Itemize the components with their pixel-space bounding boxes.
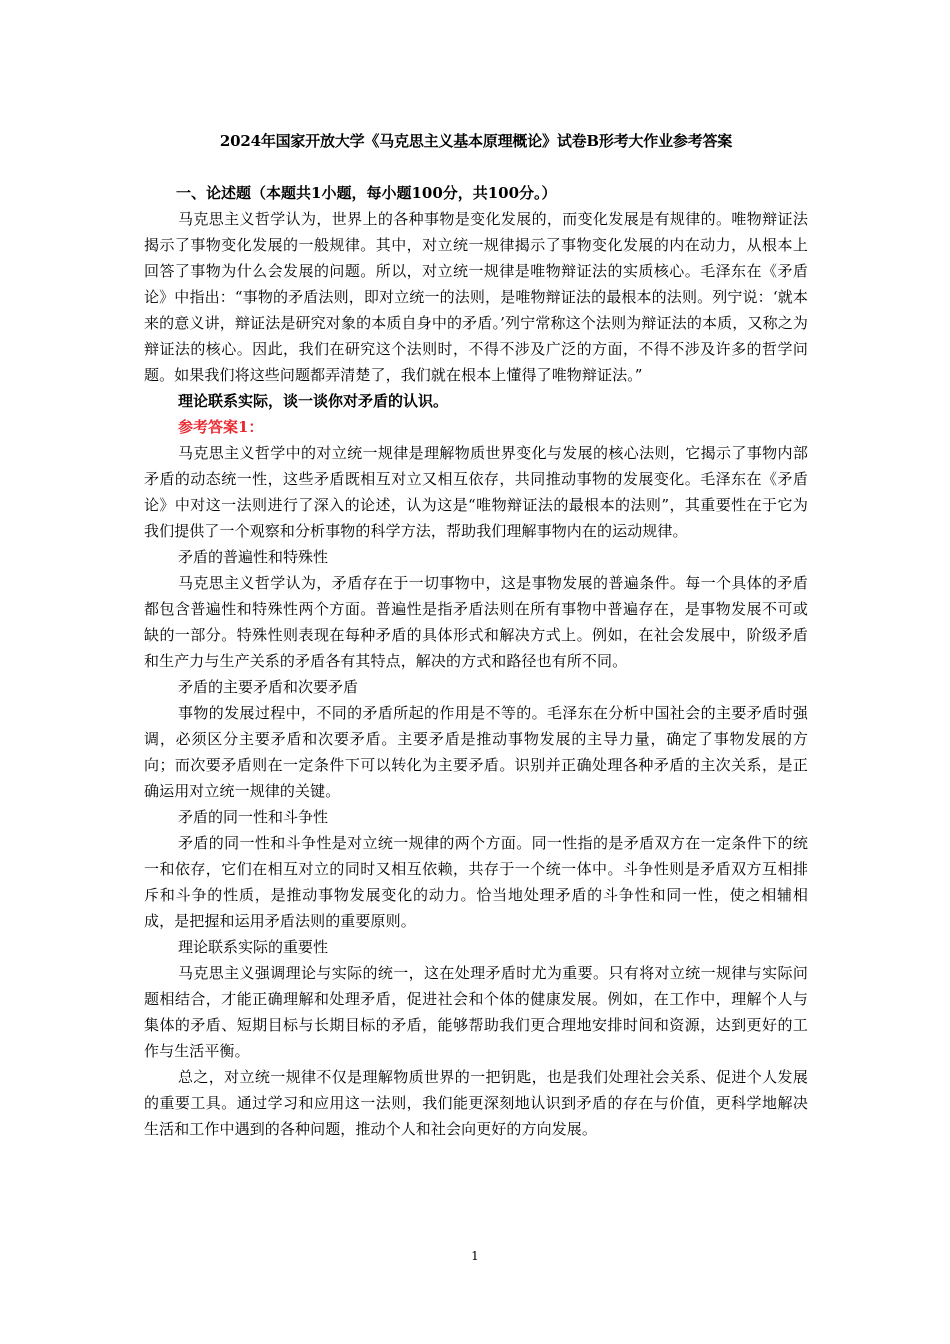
section-heading-universality: 矛盾的普遍性和特殊性: [178, 548, 329, 566]
section-heading-identity-struggle: 矛盾的同一性和斗争性: [178, 808, 329, 826]
document-content: [144, 128, 808, 1142]
intro-paragraph: 马克思主义哲学中的对立统一规律是理解物质世界变化与发展的核心法则，它揭示了事物内部矛盾的动态统一性，这些矛盾既相互对立又相互依存，共同推动事物的发展变化。毛泽东在《矛盾论》中对这一法则进行了深入的论述，认为这是“唯物辩证法的最根本的法则”，其重要性在于它为我们提供了一个观察和分析事物的科学方法，帮助我们理解事物内在的运动规律。: [144, 444, 808, 540]
answer-label: 参考答案1：: [178, 418, 264, 436]
section-heading: 一、论述题（本题共1小题，每小题100分，共100分。）: [176, 184, 557, 202]
section-body-principal-contradiction: 事物的发展过程中，不同的矛盾所起的作用是不等的。毛泽东在分析中国社会的主要矛盾时强调，必须区分主要矛盾和次要矛盾。主要矛盾是推动事物发展的主导力量，确定了事物发展的方向；而次要矛盾则在一定条件下可以转化为主要矛盾。识别并正确处理各种矛盾的主次关系，是正确运用对立统一规律的关键。: [144, 704, 808, 800]
section-heading-theory-practice: 理论联系实际的重要性: [178, 938, 329, 956]
section-body-theory-practice: 马克思主义强调理论与实际的统一，这在处理矛盾时尤为重要。只有将对立统一规律与实际问题相结合，才能正确理解和处理矛盾，促进社会和个体的健康发展。例如，在工作中，理解个人与集体的矛盾、短期目标与长期目标的矛盾，能够帮助我们更合理地安排时间和资源，达到更好的工作与生活平衡。: [144, 964, 808, 1060]
section-body-universality: 马克思主义哲学认为，矛盾存在于一切事物中，这是事物发展的普遍条件。每一个具体的矛盾都包含普遍性和特殊性两个方面。普遍性是指矛盾法则在所有事物中普遍存在，是事物发展不可或缺的一部分。特殊性则表现在每种矛盾的具体形式和解决方式上。例如，在社会发展中，阶级矛盾和生产力与生产关系的矛盾各有其特点，解决的方式和路径也有所不同。: [144, 574, 808, 670]
section-body-identity-struggle: 矛盾的同一性和斗争性是对立统一规律的两个方面。同一性指的是矛盾双方在一定条件下的统一和依存，它们在相互对立的同时又相互依赖，共存于一个统一体中。斗争性则是矛盾双方互相排斥和斗争的性质，是推动事物发展变化的动力。恰当地处理矛盾的斗争性和同一性，使之相辅相成，是把握和运用矛盾法则的重要原则。: [144, 834, 808, 930]
conclusion-paragraph: 总之，对立统一规律不仅是理解物质世界的一把钥匙，也是我们处理社会关系、促进个人发展的重要工具。通过学习和应用这一法则，我们能更深刻地认识到矛盾的存在与价值，更科学地解决生活和工作中遇到的各种问题，推动个人和社会向更好的方向发展。: [144, 1068, 808, 1138]
document-title: 2024年国家开放大学《马克思主义基本原理概论》试卷B形考大作业参考答案: [219, 132, 733, 150]
question-prompt: 理论联系实际，谈一谈你对矛盾的认识。: [178, 392, 449, 410]
question-text: 马克思主义哲学认为，世界上的各种事物是变化发展的，而变化发展是有规律的。唯物辩证法揭示了事物变化发展的一般规律。其中，对立统一规律揭示了事物变化发展的内在动力，从根本上回答了事物为什么会发展的问题。所以，对立统一规律是唯物辩证法的实质核心。毛泽东在《矛盾论》中指出：“事物的矛盾法则，即对立统一的法则，是唯物辩证法的最根本的法则。列宁说：‘就本来的意义讲，辩证法是研究对象的本质自身中的矛盾。’列宁常称这个法则为辩证法的本质，又称之为辩证法的核心。因此，我们在研究这个法则时，不得不涉及广泛的方面，不得不涉及许多的哲学问题。如果我们将这些问题都弄清楚了，我们就在根本上懂得了唯物辩证法。”: [144, 210, 808, 384]
section-heading-principal-contradiction: 矛盾的主要矛盾和次要矛盾: [178, 678, 359, 696]
page-number: 1: [471, 1249, 479, 1263]
